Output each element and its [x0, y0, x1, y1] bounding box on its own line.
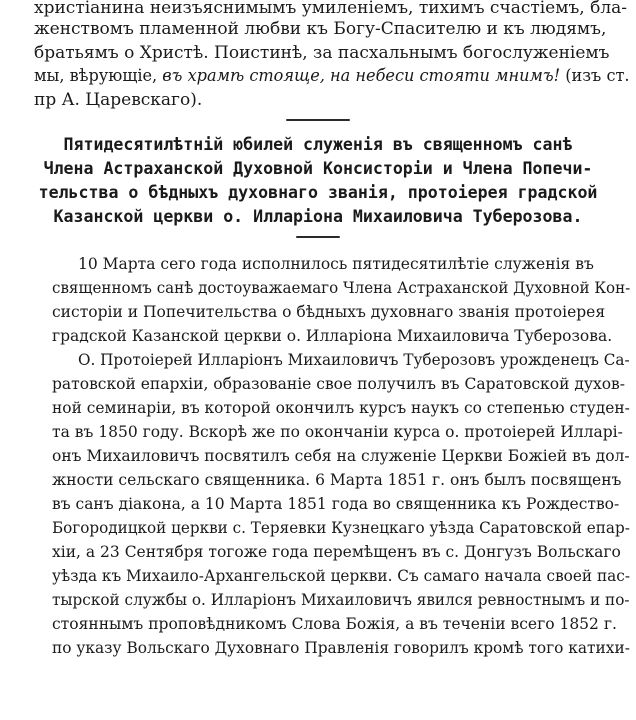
body-line-9: онъ Михаиловичъ посвятилъ себя на служеніе Церкви Божіей въ дол- — [52, 447, 630, 465]
article-heading-line-2: Члена Астраханской Духовной Консисторіи и Члена Попечи- — [43, 159, 593, 179]
body-line-17: по указу Вольскаго Духовнаго Правленія говорилъ кромѣ того катихи- — [52, 639, 630, 657]
body-line-10: жности сельскаго священника. 6 Марта 1851 г. онъ былъ посвященъ — [52, 471, 622, 489]
top-paragraph-line-4 — [34, 65, 630, 87]
body-line-12: Богородицкой церкви с. Теряевки Кузнецкаго уѣзда Саратовской епар- — [52, 519, 630, 537]
body-line-11: въ санъ діакона, а 10 Марта 1851 года во священника къ Рождество- — [52, 495, 620, 513]
section-divider — [286, 119, 350, 121]
top-paragraph-line-4-start: мы, вѣрующіе, — [34, 66, 163, 86]
body-line-13: хіи, а 23 Сентября тогоже года перемѣщенъ въ с. Донгузъ Вольскаго — [52, 543, 621, 561]
quoted-phrase: въ храмѣ стояще, на небеси стояти мнимъ! — [162, 66, 561, 86]
body-line-14: уѣзда къ Михаило-Архангельской церкви. Съ самаго начала своей пас- — [52, 567, 630, 585]
body-line-4: градской Казанской церкви о. Илларіона Михаиловича Туберозова. — [52, 327, 613, 345]
body-line-5: О. Протоіерей Илларіонъ Михаиловичъ Туберозовъ урожденецъ Са- — [78, 351, 630, 369]
top-paragraph-line-3: братьямъ о Христѣ. Поистинѣ, за пасхальнымъ богослуженіемъ — [34, 43, 610, 63]
body-line-1: 10 Марта сего года исполнилось пятидесятилѣтіе служенія въ — [78, 255, 594, 273]
article-heading-line-4: Казанской церкви о. Илларіона Михаиловича Туберозова. — [53, 207, 583, 227]
body-line-2: священномъ санѣ достоуважаемаго Члена Астраханской Духовной Кон- — [52, 279, 631, 297]
article-heading-line-3: тельства о бѣдныхъ духовнаго званія, протоіерея градской — [38, 183, 598, 203]
heading-divider — [296, 236, 340, 238]
article-heading-line-1: Пятидесятилѣтній юбилей служенія въ священномъ санѣ — [63, 135, 573, 155]
body-line-8: та въ 1850 году. Вскорѣ же по окончаніи курса о. протоіерей Илларі- — [52, 423, 623, 441]
top-paragraph-line-5: пр А. Царевскаго). — [34, 90, 203, 110]
body-line-3: систоріи и Попечительства о бѣдныхъ духовнаго званія протоіерея — [52, 303, 606, 321]
top-paragraph-line-4-end: (изъ ст. — [560, 66, 630, 86]
body-line-16: стояннымъ проповѣдникомъ Слова Божія, а въ теченіи всего 1852 г. — [52, 615, 617, 633]
top-paragraph-line-2: женствомъ пламенной любви къ Богу-Спасителю и къ людямъ, — [34, 19, 607, 39]
body-line-6: ратовской епархіи, образованіе свое получилъ въ Саратовской духов- — [52, 375, 626, 393]
top-paragraph-line-1: христіанина неизъяснимымъ умиленіемъ, тихимъ счастіемъ, бла- — [34, 0, 628, 18]
body-line-15: тырской службы о. Илларіонъ Михаиловичъ явился ревностнымъ и по- — [52, 591, 630, 609]
body-line-7: ной семинаріи, въ которой окончилъ курсъ наукъ со степенью студен- — [52, 399, 630, 417]
